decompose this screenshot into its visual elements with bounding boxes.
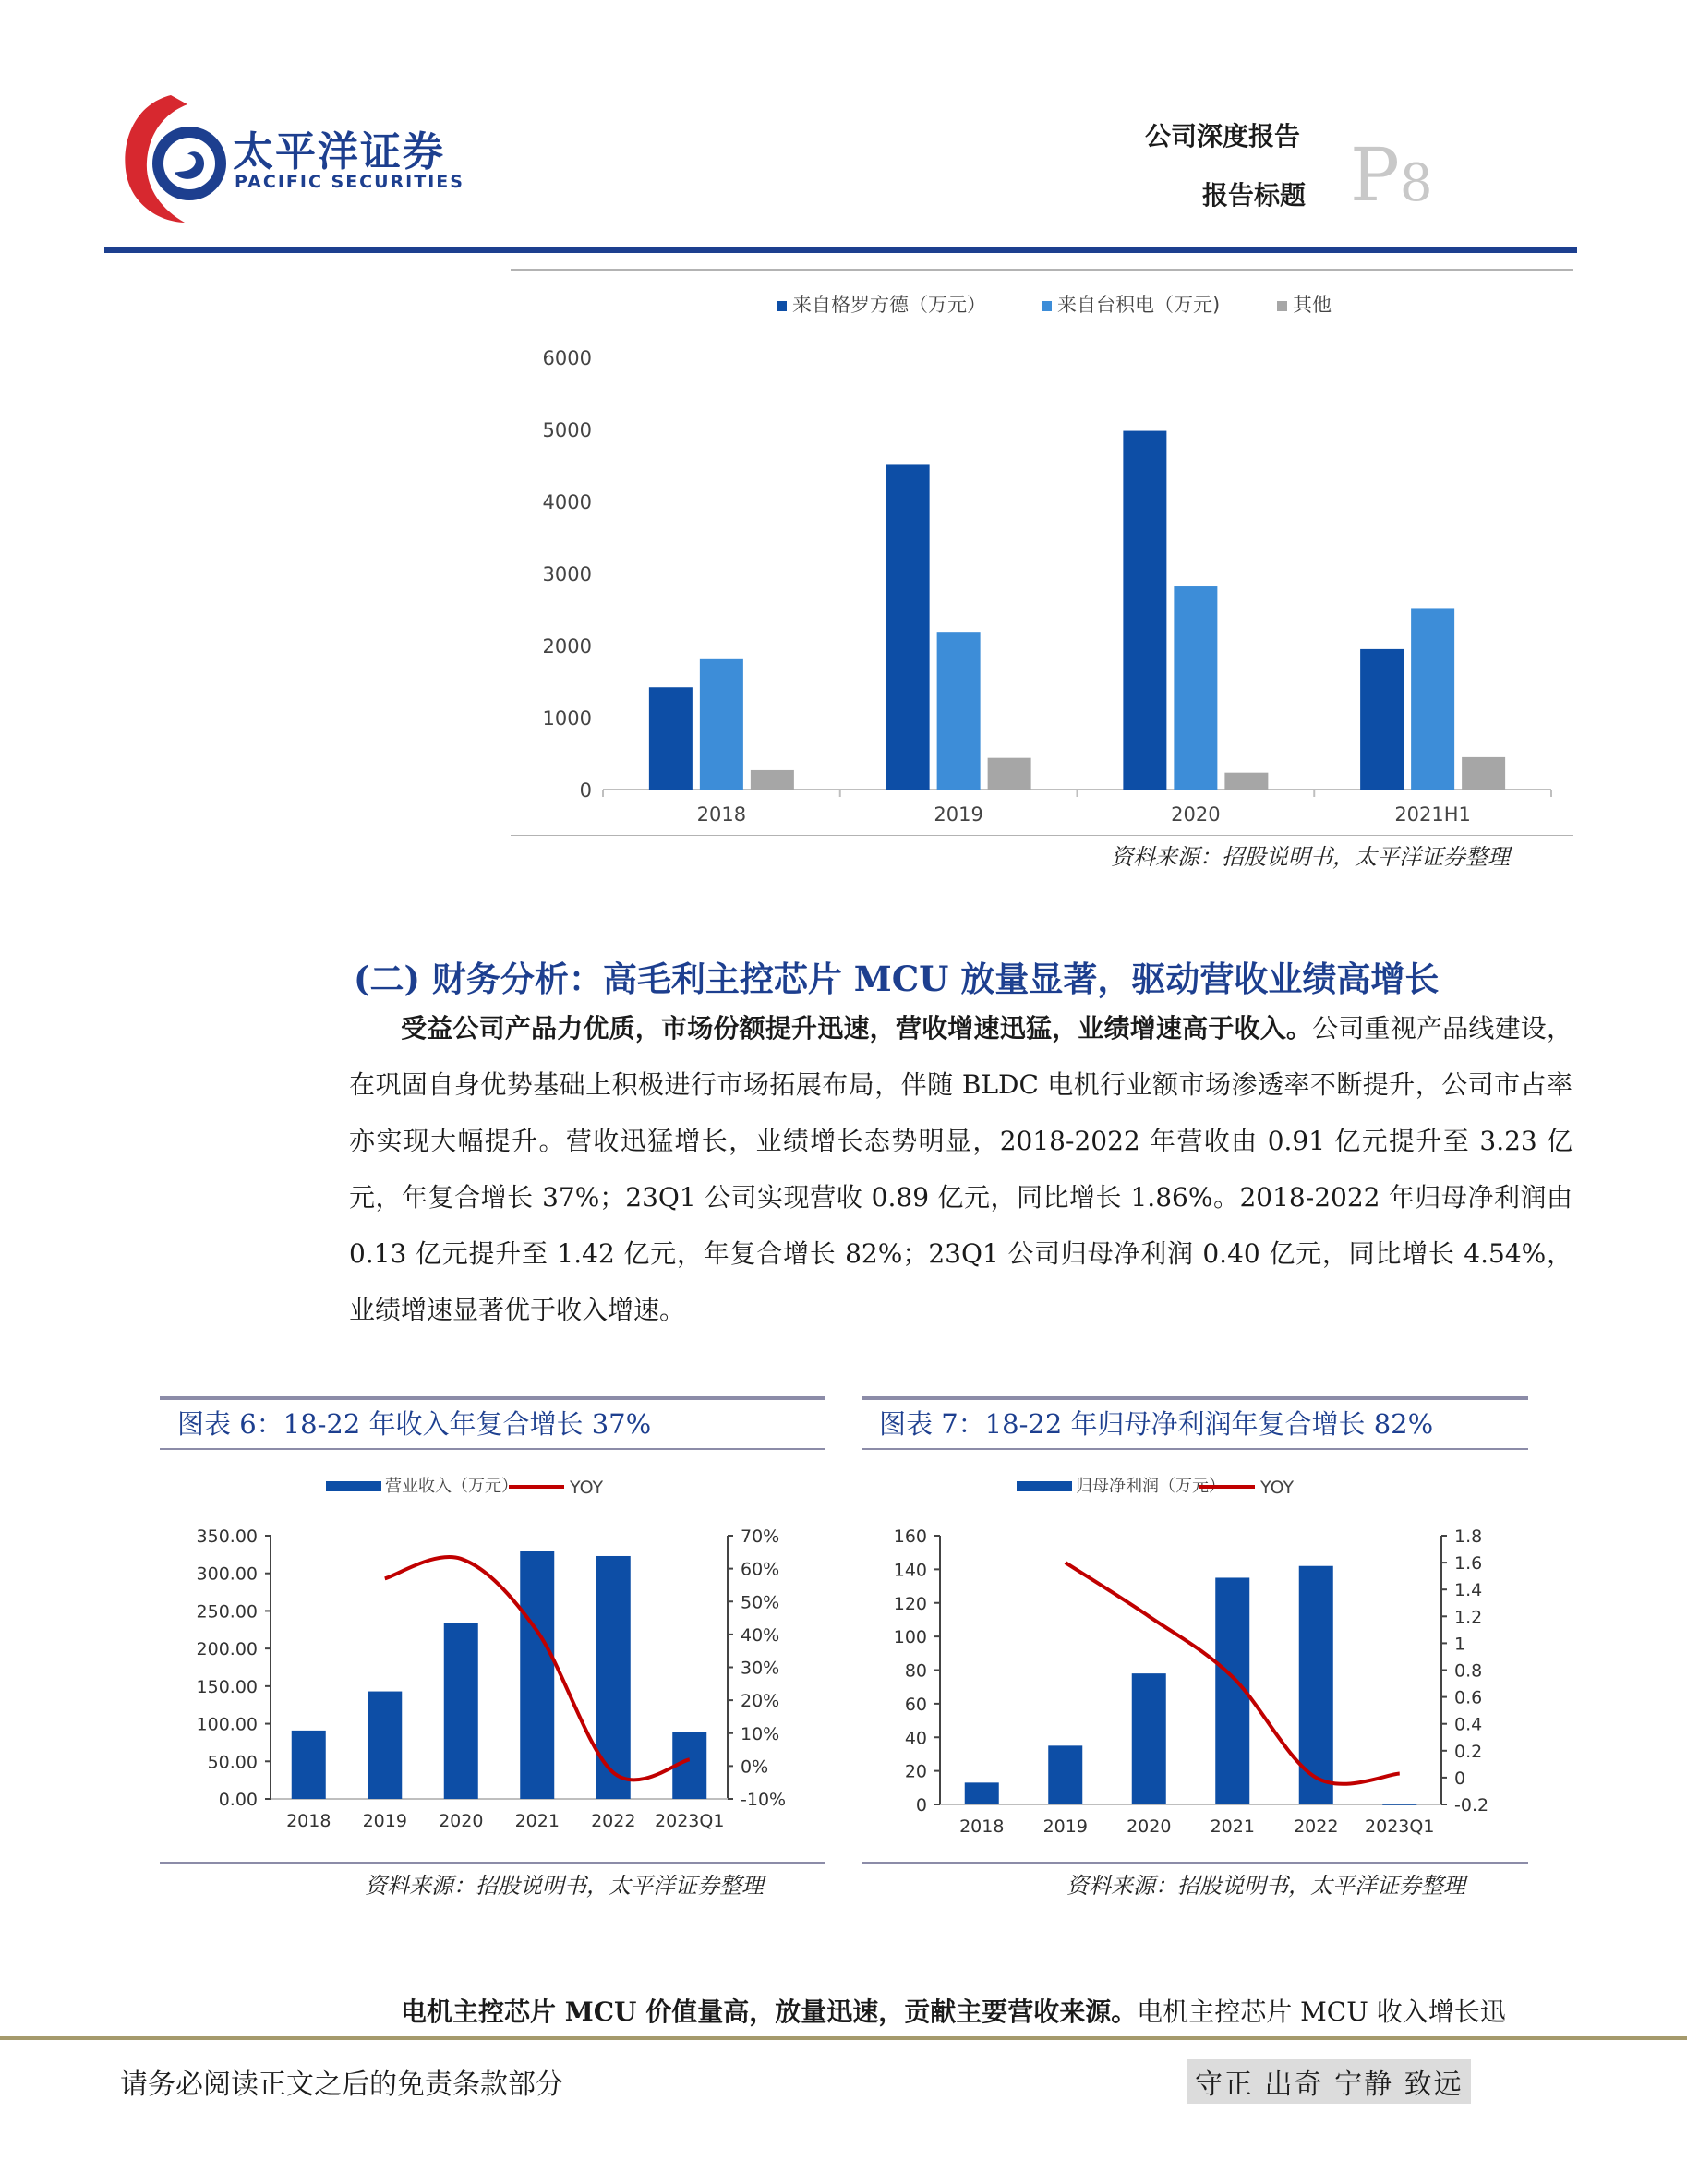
report-title: 报告标题 bbox=[1202, 180, 1307, 211]
bar-2021H1-2 bbox=[1462, 757, 1505, 790]
legend-bar-label: 归母净利润（万元） bbox=[1076, 1477, 1225, 1496]
bottom-lead-bold: 电机主控芯片 MCU 价值量高，放量迅速，贡献主要营收来源。 bbox=[401, 1997, 1138, 2027]
bar-2020-0 bbox=[1123, 431, 1166, 790]
right-tick-label-7: 1.2 bbox=[1454, 1607, 1483, 1628]
y-tick-label-1: 1000 bbox=[542, 707, 592, 730]
bar-2020 bbox=[1132, 1673, 1166, 1804]
x-tick-label-1: 2019 bbox=[362, 1811, 407, 1831]
legend-bar-swatch bbox=[1017, 1481, 1072, 1491]
bar-2020 bbox=[444, 1623, 478, 1799]
x-tick-label-5: 2023Q1 bbox=[655, 1811, 725, 1831]
left-tick-label-8: 160 bbox=[893, 1526, 927, 1547]
figure-6-title-rule bbox=[160, 1448, 825, 1450]
right-tick-label-8: 70% bbox=[741, 1526, 780, 1547]
x-tick-label-2: 2020 bbox=[1171, 803, 1221, 826]
bar-2021H1-1 bbox=[1411, 608, 1454, 790]
page-number-digit: 8 bbox=[1399, 153, 1433, 213]
section-heading: (二) 财务分析：高毛利主控芯片 MCU 放量显著，驱动营收业绩高增长 bbox=[354, 959, 1440, 999]
y-tick-label-6: 6000 bbox=[542, 347, 592, 369]
left-tick-label-6: 120 bbox=[893, 1593, 927, 1614]
bar-2018 bbox=[965, 1782, 999, 1804]
legend-bar-swatch bbox=[326, 1481, 381, 1491]
bar-2023Q1 bbox=[1382, 1804, 1416, 1805]
top-chart-source: 资料来源：招股说明书，太平洋证券整理 bbox=[1111, 844, 1510, 870]
figure-6-bottom-rule bbox=[160, 1862, 825, 1864]
right-tick-label-10: 1.8 bbox=[1454, 1526, 1483, 1547]
bar-2020-1 bbox=[1174, 586, 1217, 790]
right-tick-label-3: 20% bbox=[741, 1691, 780, 1712]
left-tick-label-1: 20 bbox=[904, 1761, 927, 1782]
bar-2018-0 bbox=[649, 687, 693, 790]
figure-6-source: 资料来源：招股说明书，太平洋证券整理 bbox=[365, 1873, 764, 1899]
page-prefix: P bbox=[1350, 132, 1400, 218]
left-tick-label-0: 0 bbox=[915, 1795, 927, 1816]
left-tick-label-4: 80 bbox=[904, 1660, 927, 1682]
figure-6-title: 图表 6：18-22 年收入年复合增长 37% bbox=[177, 1408, 652, 1440]
left-tick-label-0: 0.00 bbox=[218, 1790, 258, 1810]
x-tick-label-0: 2018 bbox=[959, 1816, 1005, 1837]
left-tick-label-3: 150.00 bbox=[196, 1676, 258, 1697]
bar-2018-2 bbox=[751, 770, 794, 790]
left-tick-label-7: 140 bbox=[893, 1560, 927, 1581]
body-paragraph bbox=[349, 1000, 1573, 1338]
bar-2019-1 bbox=[937, 632, 981, 790]
body-lead-bold: 受益公司产品力优质，市场份额提升迅速，营收增速迅猛，业绩增速高于收入。 bbox=[401, 1013, 1313, 1044]
right-tick-label-6: 50% bbox=[741, 1592, 780, 1613]
left-tick-label-5: 250.00 bbox=[196, 1601, 258, 1623]
right-tick-label-5: 40% bbox=[741, 1624, 780, 1646]
right-tick-label-8: 1.4 bbox=[1454, 1580, 1483, 1601]
bar-2019 bbox=[368, 1692, 402, 1799]
brand-name-en: PACIFIC SECURITIES bbox=[235, 172, 464, 192]
legend-line-label: YOY bbox=[1260, 1478, 1295, 1498]
y-tick-label-0: 0 bbox=[579, 779, 592, 802]
legend-label-1: 来自台积电（万元) bbox=[1057, 294, 1221, 316]
left-tick-label-5: 100 bbox=[893, 1627, 927, 1648]
x-tick-label-2: 2020 bbox=[439, 1811, 484, 1831]
legend-swatch-0 bbox=[777, 301, 787, 311]
figure-7-bottom-rule bbox=[862, 1862, 1528, 1864]
left-tick-label-7: 350.00 bbox=[196, 1526, 258, 1547]
y-tick-label-5: 5000 bbox=[542, 419, 592, 441]
body-text: 公司重视产品线建设，在巩固自身优势基础上积极进行市场拓展布局，伴随 BLDC 电机行业额市场渗透率不断提升，公司市占率亦实现大幅提升。营收迅猛增长，业绩增长态势明显，2018-2022 年营收由 0.91 亿元提升至 3.23 亿元，年复合增长 37%；23Q1 公司实现营收 0.89 亿元，同比增长 1.86%。2018-2022 年归母净利润由 0.13 亿元提升至 1.42 亿元，年复合增长 82%；23Q1 公司归母净利润 0.40 亿元，同比增长 4.54%，业绩增速显著优于收入增速。 bbox=[349, 1013, 1573, 1325]
figure-7-title: 图表 7：18-22 年归母净利润年复合增长 82% bbox=[879, 1408, 1434, 1440]
bottom-text: 电机主控芯片 MCU 收入增长迅 bbox=[1137, 1997, 1506, 2027]
legend-label-2: 其他 bbox=[1293, 294, 1332, 316]
figure-7-chart bbox=[862, 1459, 1528, 1838]
y-tick-label-2: 2000 bbox=[542, 635, 592, 658]
y-tick-label-3: 3000 bbox=[542, 563, 592, 585]
footer-disclaimer: 请务必阅读正文之后的免责条款部分 bbox=[120, 2069, 563, 2101]
report-type: 公司深度报告 bbox=[1145, 121, 1301, 151]
brand-name-cn: 太平洋证券 bbox=[233, 128, 445, 175]
right-tick-label-4: 0.6 bbox=[1454, 1687, 1483, 1708]
right-tick-label-1: 0% bbox=[741, 1756, 769, 1778]
left-tick-label-6: 300.00 bbox=[196, 1563, 258, 1585]
x-tick-label-4: 2022 bbox=[1294, 1816, 1339, 1837]
bar-2019-0 bbox=[886, 464, 930, 790]
x-tick-label-0: 2018 bbox=[696, 803, 747, 826]
x-tick-label-1: 2019 bbox=[934, 803, 983, 826]
right-tick-label-9: 1.6 bbox=[1454, 1553, 1483, 1575]
bar-2019-2 bbox=[988, 758, 1031, 790]
header-rule bbox=[104, 247, 1577, 253]
bar-2021H1-0 bbox=[1360, 649, 1404, 790]
x-tick-label-1: 2019 bbox=[1042, 1816, 1088, 1837]
right-tick-label-5: 0.8 bbox=[1454, 1660, 1483, 1682]
figure-7-title-rule bbox=[862, 1448, 1528, 1450]
left-tick-label-3: 60 bbox=[904, 1694, 927, 1715]
right-tick-label-7: 60% bbox=[741, 1559, 780, 1580]
legend-line-label: YOY bbox=[570, 1478, 604, 1498]
legend-bar-label: 营业收入（万元） bbox=[385, 1477, 518, 1496]
legend-label-0: 来自格罗方德（万元） bbox=[792, 294, 986, 316]
bottom-paragraph bbox=[349, 1992, 1573, 2029]
left-tick-label-4: 200.00 bbox=[196, 1639, 258, 1660]
x-tick-label-3: 2021 bbox=[514, 1811, 560, 1831]
legend-swatch-1 bbox=[1042, 301, 1052, 311]
footer-rule bbox=[0, 2036, 1687, 2040]
right-tick-label-0: -0.2 bbox=[1454, 1795, 1489, 1816]
bar-2018 bbox=[292, 1731, 326, 1799]
x-tick-label-3: 2021H1 bbox=[1394, 803, 1471, 826]
figure-7-frame bbox=[862, 1396, 1528, 1400]
bar-2019 bbox=[1048, 1745, 1082, 1804]
top-bar-chart bbox=[511, 268, 1573, 836]
right-tick-label-2: 10% bbox=[741, 1723, 780, 1744]
figure-6-frame bbox=[160, 1396, 825, 1400]
footer-motto: 守正 出奇 宁静 致远 bbox=[1187, 2059, 1471, 2104]
left-tick-label-2: 40 bbox=[904, 1728, 927, 1749]
x-tick-label-0: 2018 bbox=[286, 1811, 331, 1831]
figure-6-chart bbox=[160, 1459, 825, 1838]
x-tick-label-5: 2023Q1 bbox=[1365, 1816, 1435, 1837]
right-tick-label-3: 0.4 bbox=[1454, 1714, 1483, 1735]
y-tick-label-4: 4000 bbox=[542, 491, 592, 513]
right-tick-label-4: 30% bbox=[741, 1658, 780, 1679]
bar-2020-2 bbox=[1224, 773, 1268, 790]
right-tick-label-1: 0 bbox=[1454, 1768, 1466, 1789]
right-tick-label-2: 0.2 bbox=[1454, 1741, 1483, 1762]
left-tick-label-1: 50.00 bbox=[207, 1752, 258, 1773]
bar-2018-1 bbox=[700, 659, 743, 790]
left-tick-label-2: 100.00 bbox=[196, 1714, 258, 1735]
page-number bbox=[1350, 132, 1433, 218]
bar-2021 bbox=[520, 1551, 554, 1799]
legend-swatch-2 bbox=[1277, 301, 1287, 311]
figure-7-source: 资料来源：招股说明书，太平洋证券整理 bbox=[1066, 1873, 1465, 1899]
x-tick-label-2: 2020 bbox=[1127, 1816, 1172, 1837]
right-tick-label-0: -10% bbox=[741, 1790, 787, 1810]
bar-2022 bbox=[596, 1556, 631, 1799]
right-tick-label-6: 1 bbox=[1454, 1634, 1466, 1655]
x-tick-label-3: 2021 bbox=[1210, 1816, 1255, 1837]
x-tick-label-4: 2022 bbox=[591, 1811, 636, 1831]
